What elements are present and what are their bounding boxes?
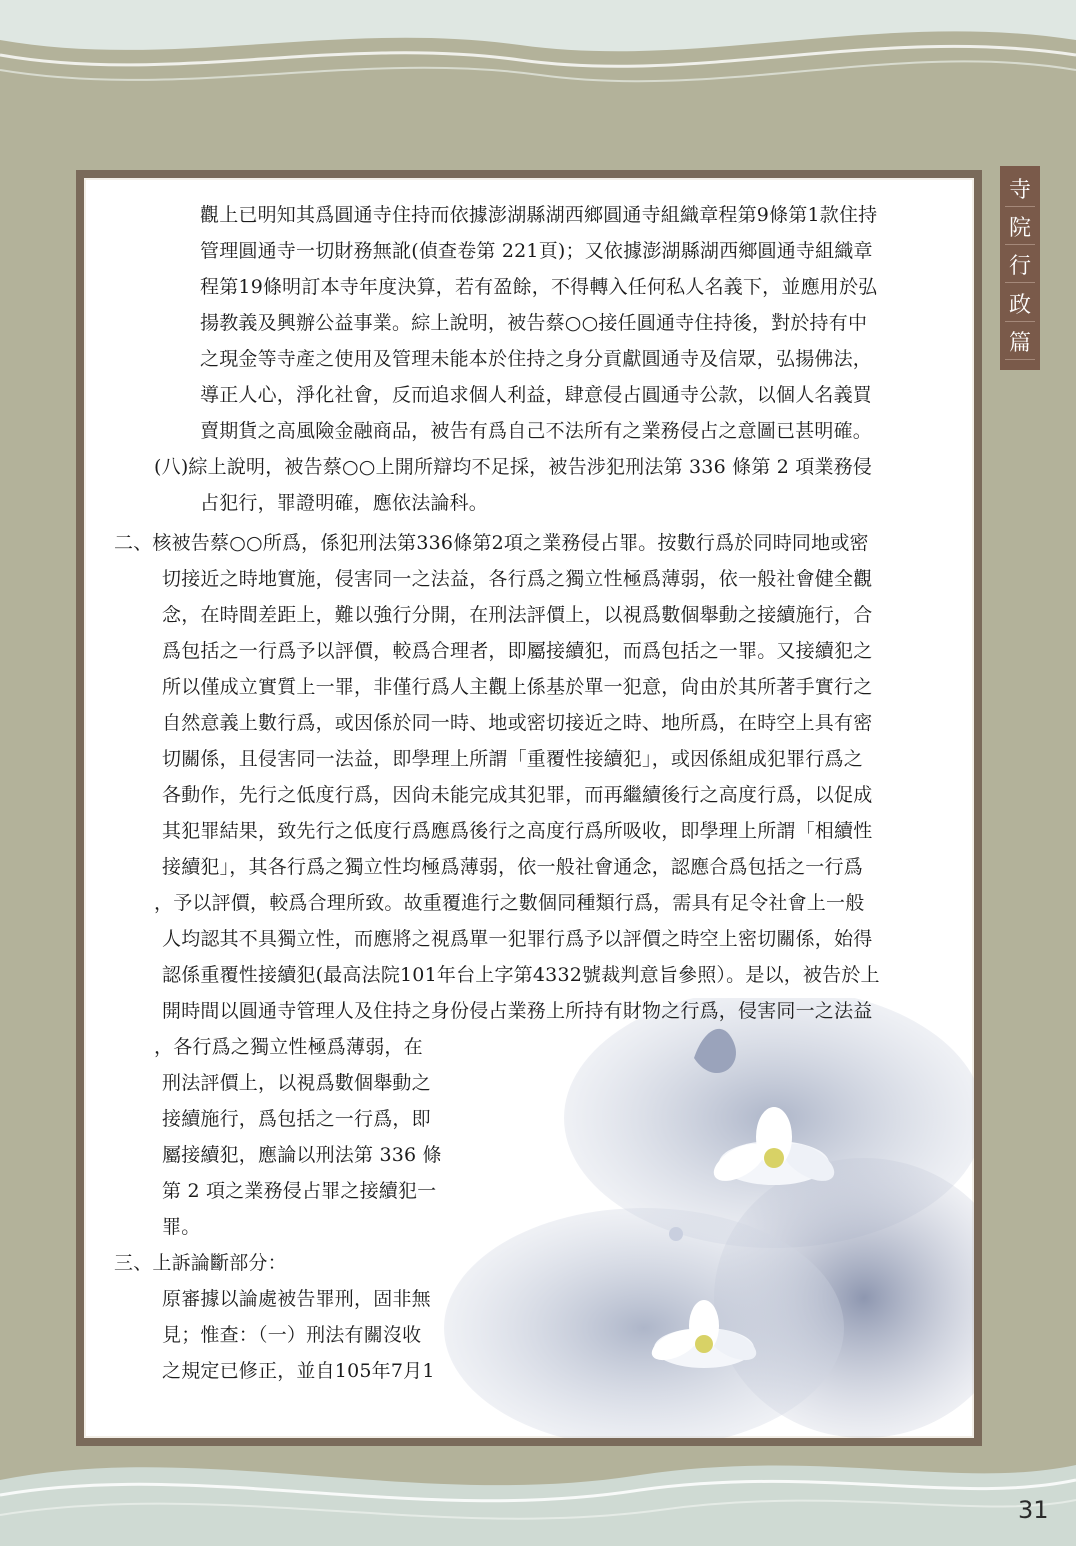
text-line: 刑法評價上，以視爲數個舉動之 — [162, 1072, 431, 1094]
text-line: 管理圓通寺一切財務無訛(偵查卷第 221頁)；又依據澎湖縣湖西鄉圓通寺組織章 — [200, 240, 873, 262]
text-line: 其犯罪結果，致先行之低度行爲應爲後行之高度行爲所吸收，即學理上所謂「相續性 — [162, 820, 873, 842]
text-line: ，予以評價，較爲合理所致。故重覆進行之數個同種類行爲，需具有足令社會上一般 — [154, 892, 865, 914]
text-line: 第 2 項之業務侵占罪之接續犯一 — [162, 1180, 437, 1202]
text-line: 切關係，且侵害同一法益，即學理上所謂「重覆性接續犯」，或因係組成犯罪行爲之 — [162, 748, 863, 770]
text-line: 三、上訴論斷部分： — [114, 1252, 287, 1274]
text-line: 所以僅成立實質上一罪，非僅行爲人主觀上係基於單一犯意，尙由於其所著手實行之 — [162, 676, 873, 698]
text-line: ，各行爲之獨立性極爲薄弱，在 — [154, 1036, 423, 1058]
text-line: 自然意義上數行爲，或因係於同一時、地或密切接近之時、地所爲，在時空上具有密 — [162, 712, 873, 734]
text-line: 接續犯」，其各行爲之獨立性均極爲薄弱，依一般社會通念，認應合爲包括之一行爲 — [162, 856, 863, 878]
side-tab-char: 行 — [1005, 252, 1035, 283]
text-line: 之現金等寺產之使用及管理未能本於住持之身分貢獻圓通寺及信眾，弘揚佛法， — [200, 348, 873, 370]
text-line: 屬接續犯，應論以刑法第 336 條 — [162, 1144, 442, 1166]
text-line: 二、核被告蔡○○所爲，係犯刑法第336條第2項之業務侵占罪。按數行爲於同時同地或密 — [114, 532, 869, 554]
lotus-illustration — [444, 998, 974, 1438]
text-line: 賣期貨之高風險金融商品，被告有爲自己不法所有之業務侵占之意圖已甚明確。 — [200, 420, 873, 442]
text-line: 揚教義及興辦公益事業。綜上說明，被告蔡○○接任圓通寺住持後，對於持有中 — [200, 312, 868, 334]
content-frame — [76, 170, 982, 1446]
text-line: 之規定已修正，並自105年7月1 — [162, 1360, 435, 1382]
text-line: 切接近之時地實施，侵害同一之法益，各行爲之獨立性極爲薄弱，依一般社會健全觀 — [162, 568, 873, 590]
page-number: 31 — [1018, 1496, 1049, 1524]
text-line: 見；惟查：（一）刑法有關沒收 — [162, 1324, 422, 1346]
text-line: 人均認其不具獨立性，而應將之視爲單一犯罪行爲予以評價之時空上密切關係，始得 — [162, 928, 873, 950]
text-line: 罪。 — [162, 1216, 201, 1238]
text-line: 各動作，先行之低度行爲，因尙未能完成其犯罪，而再繼續後行之高度行爲，以促成 — [162, 784, 873, 806]
text-line: 認係重覆性接續犯(最高法院101年台上字第4332號裁判意旨參照）。是以，被告於上 — [162, 964, 880, 986]
text-line: 占犯行，罪證明確，應依法論科。 — [200, 492, 489, 514]
text-line: 程第19條明訂本寺年度決算，若有盈餘，不得轉入任何私人名義下，並應用於弘 — [200, 276, 878, 298]
text-line: 開時間以圓通寺管理人及住持之身份侵占業務上所持有財物之行爲，侵害同一之法益 — [162, 1000, 873, 1022]
side-tab-char: 院 — [1005, 214, 1035, 245]
text-line: 念，在時間差距上，難以強行分開，在刑法評價上，以視爲數個舉動之接續施行，合 — [162, 604, 873, 626]
section-side-tab — [1000, 166, 1040, 370]
text-line: 爲包括之一行爲予以評價，較爲合理者，即屬接續犯，而爲包括之一罪。又接續犯之 — [162, 640, 873, 662]
side-tab-char: 政 — [1005, 291, 1035, 322]
top-wave-decoration — [0, 0, 1076, 120]
text-line: 原審據以論處被告罪刑，固非無 — [162, 1288, 431, 1310]
text-line: (八)綜上說明，被告蔡○○上開所辯均不足採，被告涉犯刑法第 336 條第 2 項業務侵 — [154, 456, 873, 478]
content-panel — [84, 178, 974, 1438]
text-line: 觀上已明知其爲圓通寺住持而依據澎湖縣湖西鄉圓通寺組織章程第9條第1款住持 — [200, 204, 878, 226]
text-line: 接續施行，爲包括之一行爲，即 — [162, 1108, 431, 1130]
side-tab-char: 篇 — [1005, 329, 1035, 360]
side-tab-char: 寺 — [1005, 176, 1035, 207]
text-line: 導正人心，淨化社會，反而追求個人利益，肆意侵占圓通寺公款，以個人名義買 — [200, 384, 873, 406]
